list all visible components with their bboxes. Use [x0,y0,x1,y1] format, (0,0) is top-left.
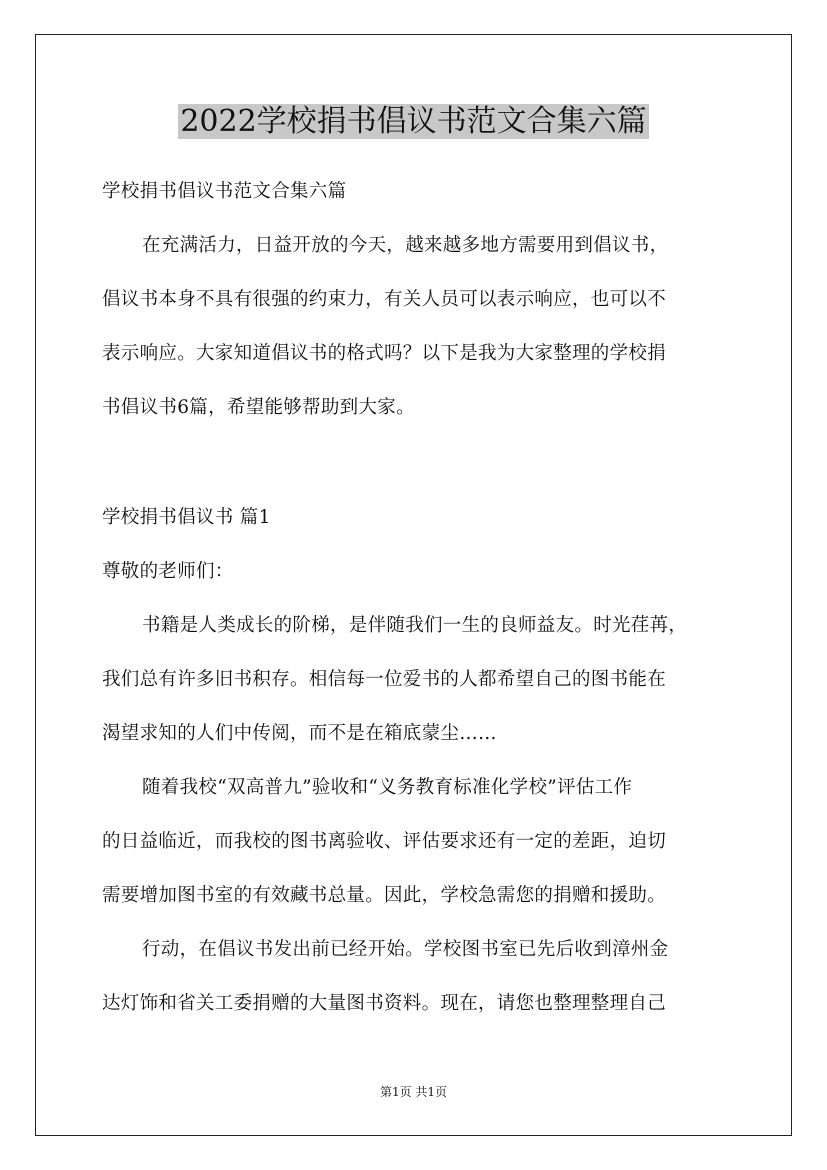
salutation: 尊敬的老师们： [102,561,234,582]
intro-line-1: 在充满活力，日益开放的今天，越来越多地方需要用到倡议书， [142,235,669,256]
section-body [102,491,742,1031]
document-body [102,165,742,435]
subtitle: 学校捐书倡议书范文合集六篇 [102,181,347,202]
intro-line-4: 书倡议书6篇，希望能够帮助到大家。 [102,397,415,418]
page-footer: 第1页 共1页 [379,1085,448,1099]
intro-line-3: 表示响应。大家知道倡议书的格式吗？以下是我为大家整理的学校捐 [102,343,667,364]
para2-line-2: 的日益临近，而我校的图书离验收、评估要求还有一定的差距，迫切 [102,831,667,852]
document-title [0,100,827,144]
para1-line-3: 渴望求知的人们中传阅，而不是在箱底蒙尘…… [102,723,497,744]
para1-line-1: 书籍是人类成长的阶梯，是伴随我们一生的良师益友。时光荏苒， [142,615,688,636]
intro-line-2: 倡议书本身不具有很强的约束力，有关人员可以表示响应，也可以不 [102,289,667,310]
para3-line-1: 行动，在倡议书发出前已经开始。学校图书室已先后收到漳州金 [142,939,669,960]
para3-line-2: 达灯饰和省关工委捐赠的大量图书资料。现在，请您也整理整理自己 [102,993,667,1014]
para1-line-2: 我们总有许多旧书积存。相信每一位爱书的人都希望自己的图书能在 [102,669,667,690]
para2-line-3: 需要增加图书室的有效藏书总量。因此，学校急需您的捐赠和援助。 [102,885,667,906]
title-text: 2022学校捐书倡议书范文合集六篇 [180,104,647,139]
section-heading: 学校捐书倡议书 篇1 [102,507,271,528]
para2-line-1: 随着我校“双高普九”验收和“义务教育标准化学校”评估工作 [142,777,633,798]
